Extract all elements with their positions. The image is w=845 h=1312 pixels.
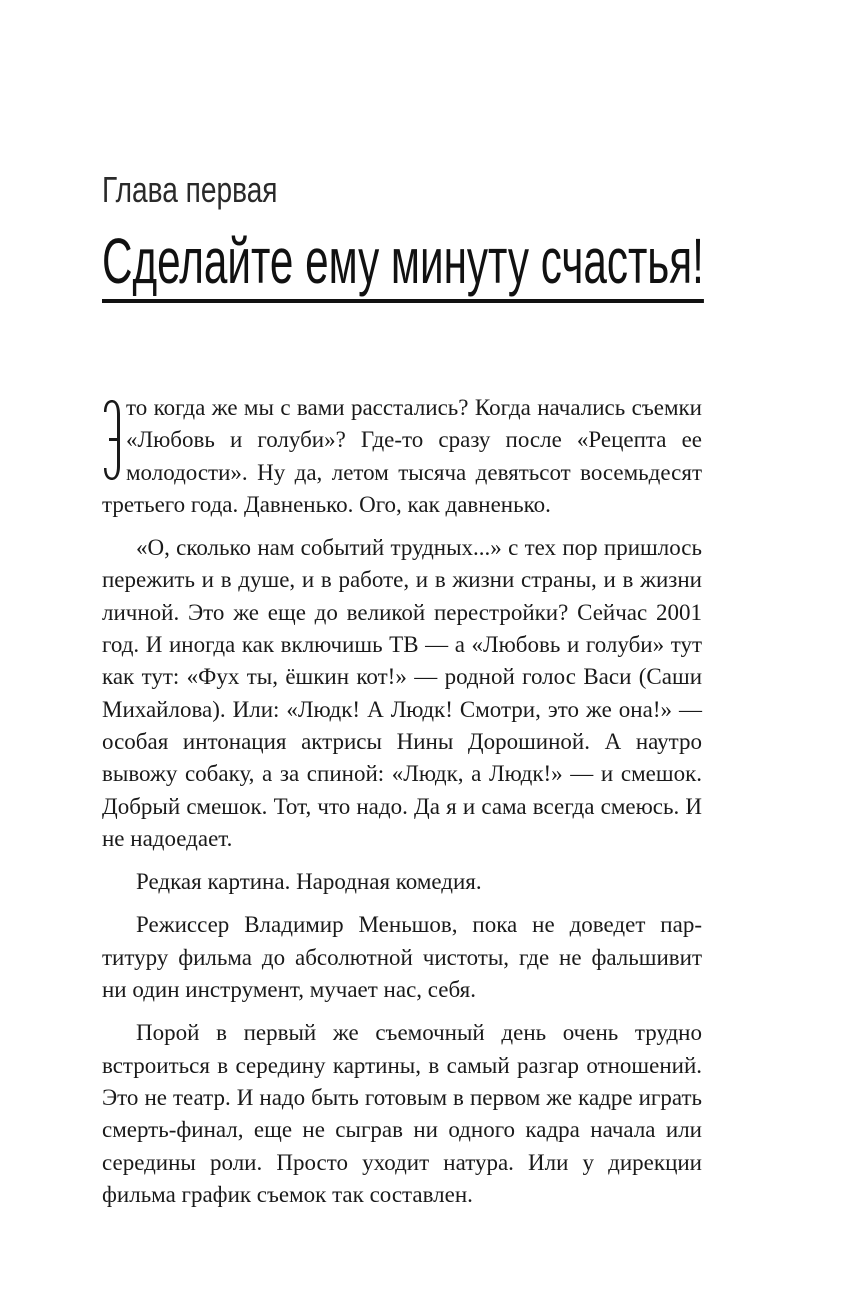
paragraph-1: [102, 392, 702, 521]
paragraph-3: Редкая картина. Народная комедия.: [136, 869, 482, 895]
paragraph-2: «О, сколько нам событий трудных...» с тех пор пришлось пережить и в душе, и в работе, и в жизни страны, и в жизни личной. Это же еще до великой перестройки? Сейчас 2001 год. И иногда как включишь ТВ — а «Любовь и голуби» тут как тут: «Фух ты, ёшкин кот!» — родной голос Васи (Саши Михайлова). Или: «Людк! А Людк! Смотри, это же она!» — особая интонация актрисы Нины Дорошиной. А наутро вывожу собаку, а за спиной: «Людк, а Людк!» — и смешок. Добрый смешок. Тот, что надо. Да я и сама всегда смеюсь. И не надоедает.: [102, 535, 702, 851]
chapter-title: Сделайте ему минуту счастья!: [102, 228, 704, 303]
paragraph-text: то когда же мы с вами расстались? Когда начались съемки «Любовь и голуби»? Где-то сразу после «Рецепта ее молодости». Ну да, летом тысяча девятьсот восемьдесят третьего года. Давненько. Ого, как давненько.: [102, 395, 702, 517]
paragraph-5: Порой в первый же съемочный день очень трудно встроиться в середину картины, в самый разгар отношений. Это не театр. И надо быть готовым в первом же кадре играть смерть-финал, еще не сыграв ни одного кадра начала или середины роли. Просто уходит натура. Или у дирекции фильма график съемок так составлен.: [102, 1020, 702, 1207]
body-text: [102, 392, 702, 1211]
paragraph-4: Режиссер Владимир Меньшов, пока не доведет партитуру фильма до абсолютной чистоты, где не фальшивит ни один инструмент, мучает нас, себя.: [102, 912, 702, 1003]
dropcap-letter: [102, 398, 122, 482]
chapter-label: Глава первая: [102, 169, 278, 210]
